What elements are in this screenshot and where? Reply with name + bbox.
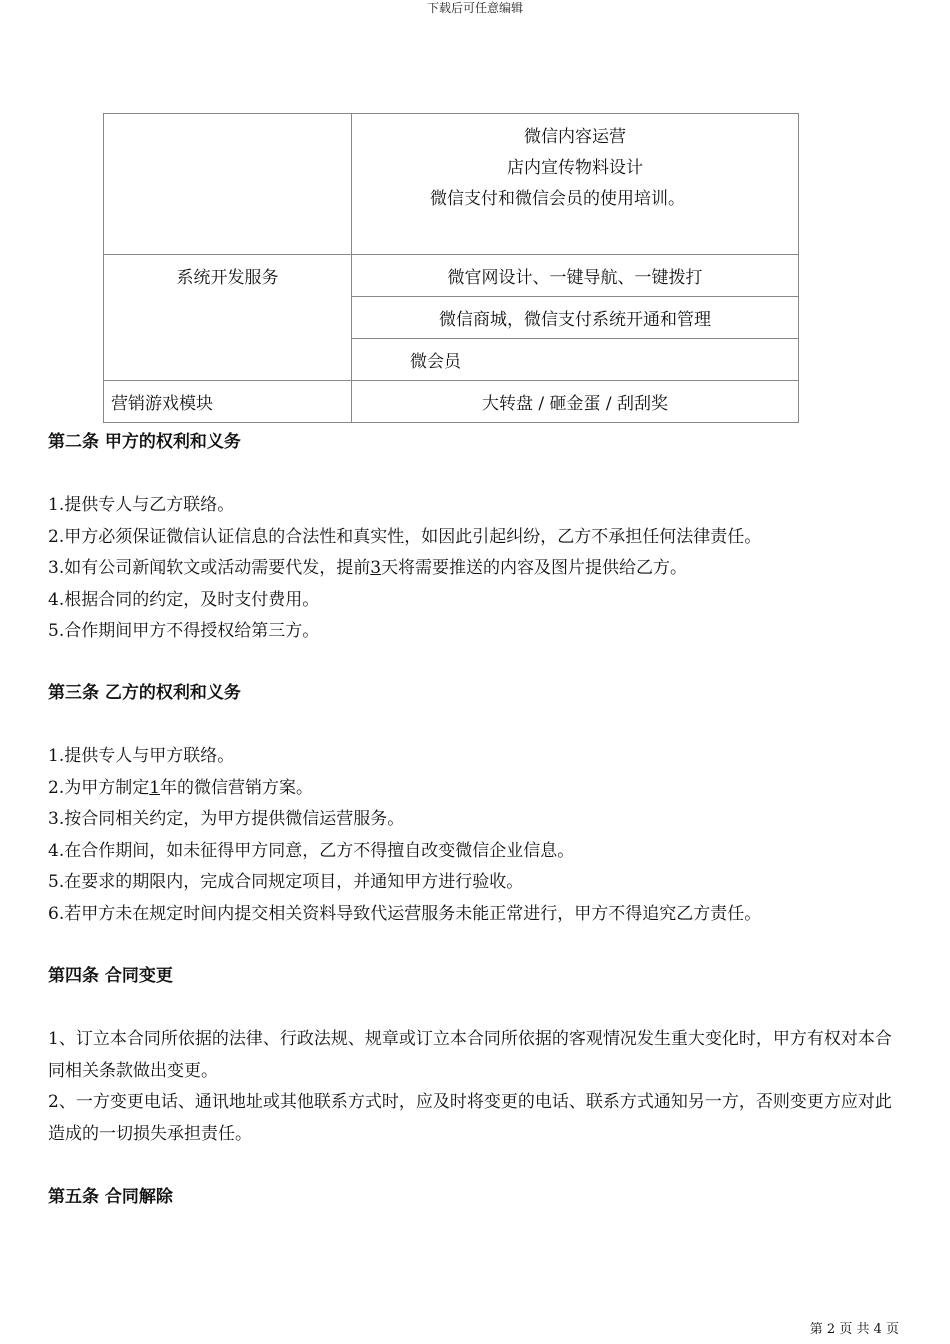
- clause-text: 天将需要推送的内容及图片提供给乙方。: [381, 558, 688, 578]
- section-title: 第五条 合同解除: [48, 1187, 173, 1207]
- table-cell-dev-service: [104, 255, 352, 381]
- game-module-label: 营销游戏模块: [111, 394, 213, 414]
- section-3: [48, 681, 908, 705]
- clause: 3.按合同相关约定，为甲方提供微信运营服务。: [48, 809, 405, 829]
- underlined-number: 3: [370, 558, 382, 578]
- section-2: [48, 430, 908, 454]
- game-items: 大转盘 / 砸金蛋 / 刮刮奖: [481, 394, 669, 414]
- section-title: 第二条 甲方的权利和义务: [48, 432, 241, 452]
- page-number: 第 2 页 共 4 页: [809, 1322, 899, 1337]
- service-table: [103, 113, 799, 423]
- table-row: [104, 381, 799, 423]
- clause-text: 3.如有公司新闻软文或活动需要代发，提前: [48, 558, 371, 578]
- clause: 4.在合作期间，如未征得甲方同意，乙方不得擅自改变微信企业信息。: [48, 840, 575, 861]
- ops-item: 店内宣传物料设计: [507, 158, 643, 178]
- clause: 5.在要求的期限内，完成合同规定项目，并通知甲方进行验收。: [48, 872, 524, 892]
- table-row: [104, 255, 799, 297]
- table-row: [104, 114, 799, 255]
- table-cell-game-module: [104, 381, 352, 423]
- table-cell: [352, 297, 799, 339]
- clause: 1.提供专人与乙方联络。: [48, 495, 235, 515]
- table-cell: [352, 381, 799, 423]
- dev-service-label: 系统开发服务: [176, 268, 279, 288]
- clause: 6.若甲方未在规定时间内提交相关资料导致代运营服务未能正常进行，甲方不得追究乙方责任。: [48, 903, 762, 924]
- clause: [48, 773, 908, 805]
- dev-item: 微会员: [410, 352, 461, 372]
- ops-item: 微信支付和微信会员的使用培训。: [430, 189, 685, 209]
- table-cell-operations: [352, 114, 799, 255]
- clause: 1.提供专人与甲方联络。: [48, 746, 235, 766]
- clause: 5.合作期间甲方不得授权给第三方。: [48, 621, 320, 641]
- section-4-body: [48, 1024, 908, 1150]
- clause-text: 年的微信营销方案。: [160, 777, 314, 798]
- ops-item: 微信内容运营: [524, 127, 626, 147]
- clause-text: 2.为甲方制定: [48, 777, 150, 798]
- dev-item: 微信商城，微信支付系统开通和管理: [439, 310, 711, 330]
- clause: 1、订立本合同所依据的法律、行政法规、规章或订立本合同所依据的客观情况发生重大变化时，甲方有权对本合同相关条款做出变更。: [48, 1029, 892, 1081]
- table-cell: [352, 339, 799, 381]
- section-3-body: [48, 741, 908, 930]
- clause: 2、一方变更电话、通讯地址或其他联系方式时，应及时将变更的电话、联系方式通知另一方，否则变更方应对此造成的一切损失承担责任。: [48, 1092, 892, 1144]
- section-2-body: [48, 490, 908, 648]
- section-4: [48, 964, 908, 988]
- page-header: 下载后可任意编辑: [426, 1, 523, 15]
- table-cell-empty: [104, 114, 352, 255]
- clause: 4.根据合同的约定，及时支付费用。: [48, 589, 320, 610]
- clause: [48, 553, 908, 585]
- section-title: 第三条 乙方的权利和义务: [48, 683, 241, 703]
- clause: 2.甲方必须保证微信认证信息的合法性和真实性，如因此引起纠纷，乙方不承担任何法律责任。: [48, 526, 762, 547]
- table-cell: [352, 255, 799, 297]
- section-5: [48, 1185, 908, 1209]
- section-title: 第四条 合同变更: [48, 966, 173, 986]
- underlined-number: 1: [149, 777, 161, 798]
- dev-item: 微官网设计、一键导航、一键拨打: [447, 268, 703, 288]
